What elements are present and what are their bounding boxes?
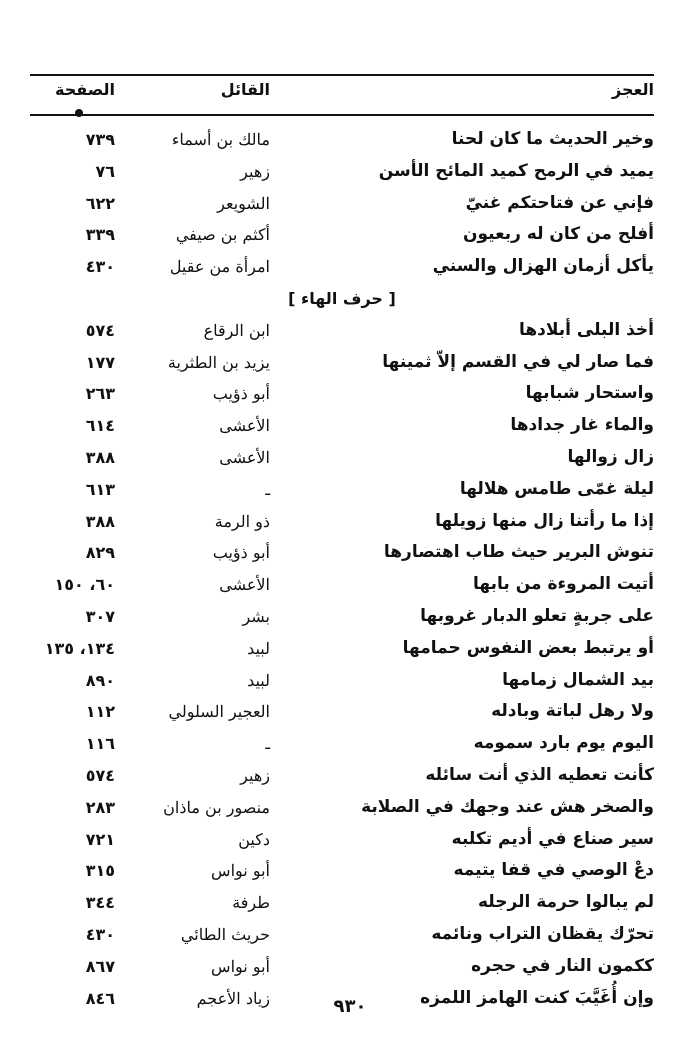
page-ref: ٧٦ bbox=[95, 161, 115, 181]
table-row bbox=[30, 951, 654, 983]
speaker-name: الأعشى bbox=[219, 447, 270, 467]
page-ref: ١٧٧ bbox=[85, 352, 115, 372]
verse-text: أخذ البلى أبلادها bbox=[518, 319, 654, 340]
table-row bbox=[30, 506, 654, 538]
speaker-name: الأعشى bbox=[219, 575, 270, 595]
header-speaker: القائل bbox=[220, 80, 270, 99]
speaker-name: أبو ذؤيب bbox=[212, 384, 270, 404]
table-row bbox=[30, 633, 654, 665]
table-row bbox=[30, 665, 654, 697]
table-header bbox=[30, 80, 654, 110]
page-ref: ٣٨٨ bbox=[85, 447, 115, 467]
speaker-name: طرفة bbox=[232, 893, 270, 913]
page-ref: ٢٨٣ bbox=[85, 797, 115, 817]
page-ref: ٥٧٤ bbox=[85, 765, 115, 785]
verse-text: يميد في الرمح كميد المائح الأسن bbox=[378, 160, 654, 181]
speaker-name: العجير السلولي bbox=[168, 702, 270, 722]
verse-text: فإني عن فتاحتكم غنيّ bbox=[465, 192, 654, 213]
verse-text: إذا ما رأتنا زال منها زويلها bbox=[435, 510, 654, 531]
verse-text: أو يرتبط بعض النفوس حمامها bbox=[402, 637, 654, 658]
table-row bbox=[30, 442, 654, 474]
verse-text: سير صناع في أديم تكلبه bbox=[451, 828, 654, 849]
verse-text: أتيت المروءة من بابها bbox=[473, 574, 654, 595]
speaker-name: الشويعر bbox=[217, 193, 270, 213]
verse-text: يأكل أزمان الهزال والسني bbox=[432, 256, 654, 277]
page-ref: ٣٣٩ bbox=[85, 225, 115, 245]
page-ref: ٣٨٨ bbox=[85, 511, 115, 531]
page-ref: ٥٧٤ bbox=[85, 320, 115, 340]
page-ref: ٤٣٠ bbox=[85, 257, 115, 277]
page-ref: ٢٦٣ bbox=[85, 384, 115, 404]
speaker-name: يزيد بن الطثرية bbox=[167, 352, 270, 372]
table-row bbox=[30, 824, 654, 856]
speaker-name: ـ bbox=[265, 734, 270, 754]
page-ref: ٨٢٩ bbox=[85, 543, 115, 563]
verse-text: اليوم يوم بارد سمومه bbox=[473, 733, 654, 754]
verse-text: دعْ الوصي في قفا يتيمه bbox=[453, 860, 654, 881]
table-row bbox=[30, 124, 654, 156]
speaker-name: زياد الأعجم bbox=[196, 988, 270, 1008]
table-row bbox=[30, 569, 654, 601]
index-rows bbox=[30, 124, 654, 1014]
page-ref: ١١٦ bbox=[85, 734, 115, 754]
table-row bbox=[30, 760, 654, 792]
speaker-name: أبو نواس bbox=[211, 956, 270, 976]
verse-text: زال زوالها bbox=[567, 446, 654, 467]
table-row bbox=[30, 251, 654, 283]
rule-dot bbox=[75, 109, 83, 117]
speaker-name: أبو ذؤيب bbox=[212, 543, 270, 563]
table-row bbox=[30, 156, 654, 188]
speaker-name: الأعشى bbox=[219, 416, 270, 436]
verse-text: أفلح من كان له ربعيون bbox=[463, 224, 654, 245]
header-rule bbox=[30, 114, 654, 116]
speaker-name: ـ bbox=[265, 479, 270, 499]
verse-text: بيد الشمال زمامها bbox=[502, 669, 654, 690]
speaker-name: أكثم بن صيفي bbox=[175, 225, 270, 245]
verse-text: وخير الحديث ما كان لحنا bbox=[451, 129, 654, 149]
table-row bbox=[30, 792, 654, 824]
page-ref: ٦١٤ bbox=[85, 416, 115, 436]
header-page: الصفحة bbox=[54, 80, 115, 99]
speaker-name: لبيد bbox=[247, 638, 270, 658]
page-ref: ١١٢ bbox=[85, 702, 115, 722]
header-verse: العجز bbox=[611, 80, 654, 99]
verse-text: على جربةٍ تعلو الدبار غروبها bbox=[420, 605, 654, 626]
page-ref: ٧٣٩ bbox=[85, 130, 115, 149]
table-row bbox=[30, 855, 654, 887]
page-ref: ٧٢١ bbox=[85, 829, 115, 849]
speaker-name: زهير bbox=[240, 161, 270, 181]
page-ref: ٤٣٠ bbox=[85, 924, 115, 944]
speaker-name: ابن الرقاع bbox=[203, 320, 270, 340]
verse-text: والماء غار جدادها bbox=[510, 415, 654, 436]
page-number: ٩٣٠ bbox=[333, 996, 367, 1017]
table-row bbox=[30, 315, 654, 347]
table-row bbox=[30, 919, 654, 951]
speaker-name: دكين bbox=[238, 829, 270, 849]
speaker-name: بشر bbox=[242, 606, 270, 626]
page-ref: ٦٠، ١٥٠ bbox=[54, 575, 115, 595]
table-row bbox=[30, 696, 654, 728]
table-row bbox=[30, 887, 654, 919]
speaker-name: منصور بن ماذان bbox=[163, 797, 270, 817]
page-ref: ٨٤٦ bbox=[85, 988, 115, 1008]
page-ref: ١٣٤، ١٣٥ bbox=[44, 638, 115, 658]
verse-text: ولا رهل لباتة وبادله bbox=[491, 701, 654, 722]
speaker-name: حريث الطائي bbox=[180, 924, 270, 944]
verse-text: فما صار لي في القسم إلاّ ثمينها bbox=[382, 351, 654, 372]
verse-text: كأنت تعطيه الذي أنت سائله bbox=[425, 764, 654, 785]
speaker-name: ذو الرمة bbox=[214, 511, 270, 531]
page-ref: ٦٢٢ bbox=[85, 193, 115, 213]
page-ref: ٣١٥ bbox=[85, 861, 115, 881]
table-row bbox=[30, 728, 654, 760]
speaker-name: امرأة من عقيل bbox=[169, 257, 270, 277]
section-title: [ حرف الهاء ] bbox=[288, 288, 396, 308]
table-row bbox=[30, 410, 654, 442]
page-ref: ٨٩٠ bbox=[85, 670, 115, 690]
verse-text: وإن أُغَيَّبَ كنت الهامز اللمزه bbox=[420, 987, 654, 1008]
verse-text: لم يبالوا حرمة الرجله bbox=[478, 892, 654, 913]
table-row bbox=[30, 537, 654, 569]
table-row bbox=[30, 378, 654, 410]
table-row bbox=[30, 188, 654, 220]
speaker-name: أبو نواس bbox=[211, 861, 270, 881]
verse-text: ليلة غمّى طامس هلالها bbox=[459, 478, 654, 499]
page-ref: ٣٤٤ bbox=[85, 893, 115, 913]
verse-text: تنوش البرير حيث طاب اهتصارها bbox=[383, 542, 654, 563]
speaker-name: زهير bbox=[240, 765, 270, 785]
page-ref: ٦١٣ bbox=[85, 479, 115, 499]
page-ref: ٨٦٧ bbox=[85, 956, 115, 976]
speaker-name: لبيد bbox=[247, 670, 270, 690]
page-ref: ٣٠٧ bbox=[85, 606, 115, 626]
table-row bbox=[30, 347, 654, 379]
verse-text: ككمون النار في حجره bbox=[471, 955, 654, 976]
table-row bbox=[30, 219, 654, 251]
verse-text: والصخر هش عند وجهك في الصلابة bbox=[361, 796, 654, 817]
table-row bbox=[30, 474, 654, 506]
top-rule bbox=[30, 74, 654, 76]
verse-text: واستحار شبابها bbox=[525, 383, 654, 404]
verse-text: تحرّك يقظان التراب ونائمه bbox=[431, 923, 654, 944]
table-row bbox=[30, 601, 654, 633]
speaker-name: مالك بن أسماء bbox=[171, 130, 270, 149]
